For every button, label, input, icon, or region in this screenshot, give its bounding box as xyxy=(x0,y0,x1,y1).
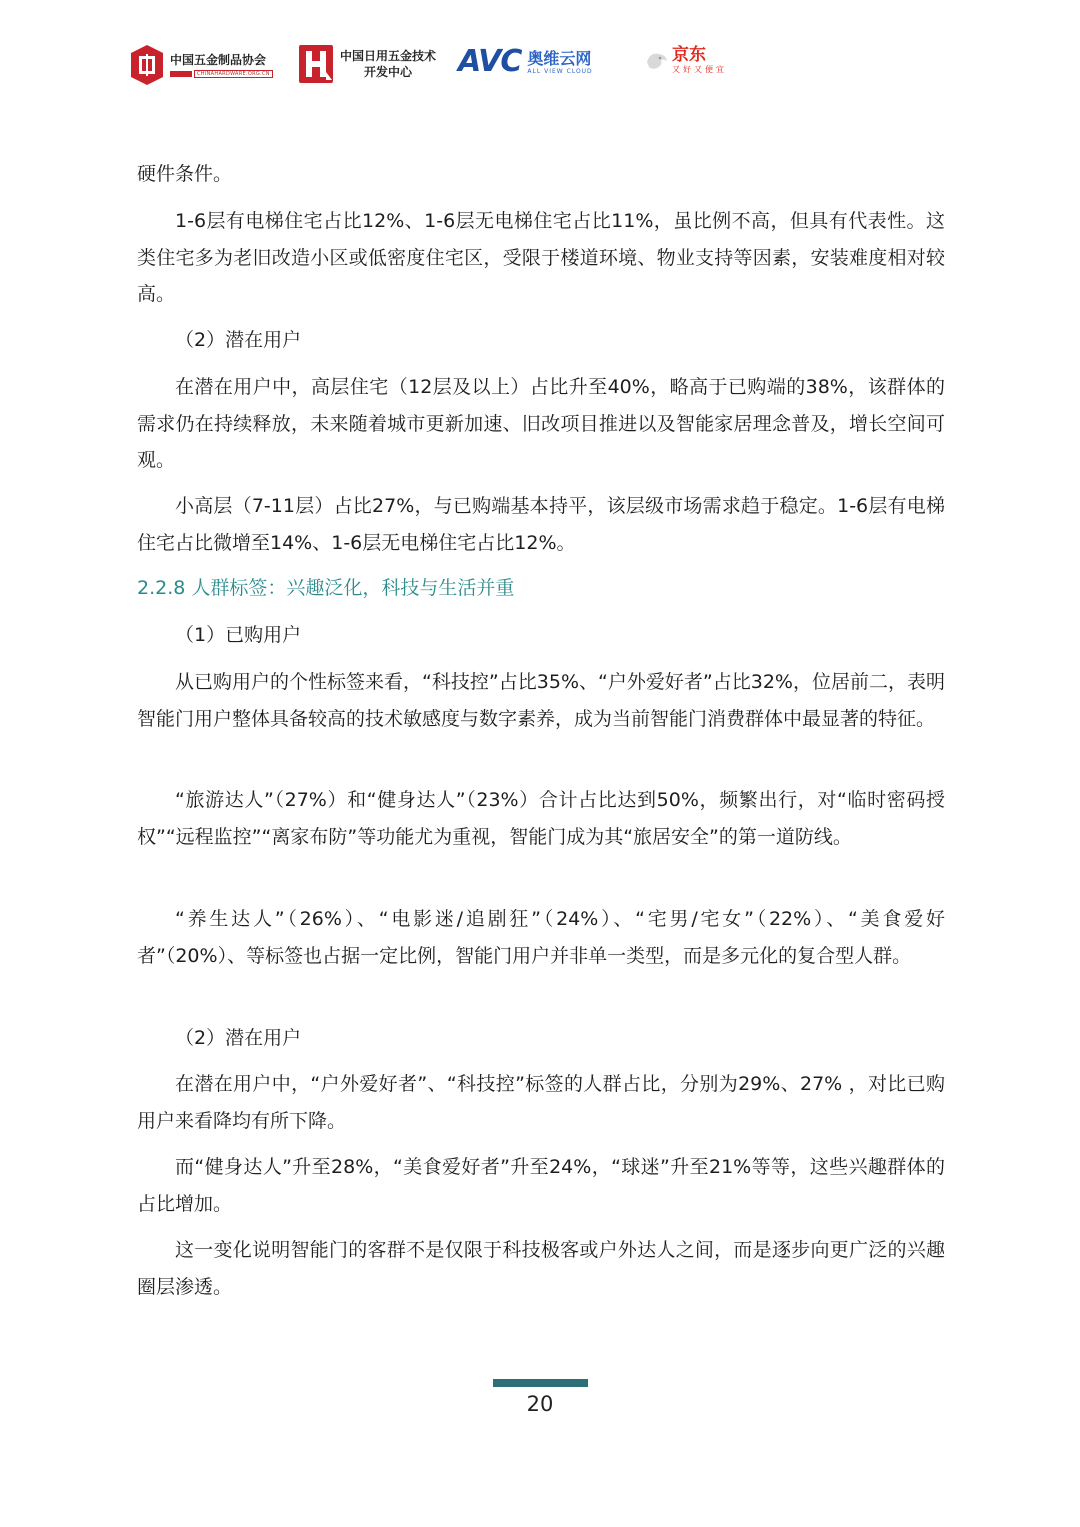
cnhardware-association-logo xyxy=(128,44,273,86)
logo1-url: CHINAHARDWARE.ORG.CN xyxy=(197,71,270,77)
building-emblem-icon xyxy=(128,44,166,86)
paragraph-potential-increase: 而“健身达人”升至28%，“美食爱好者”升至24%，“球迷”升至21%等等，这些兴趣群体的占比增加。 xyxy=(137,1156,945,1215)
jd-slogan: 又好又便宜 xyxy=(672,65,727,74)
subheading-potential-users: （2）潜在用户 xyxy=(175,329,302,351)
paragraph-continuation: 硬件条件。 xyxy=(137,163,233,185)
paragraph-travelers: “旅游达人”（27%）和“健身达人”（23%）合计占比达到50%，频繁出行，对“临时密码授权”“远程监控”“离家布防”等功能尤为重视，智能门成为其“旅居安全”的第一道防线。 xyxy=(137,789,945,848)
paragraph-conclusion: 这一变化说明智能门的客群不是仅限于科技极客或户外达人之间，而是逐步向更广泛的兴趣圈层渗透。 xyxy=(137,1239,945,1298)
avc-english-name: ALL VIEW CLOUD xyxy=(527,67,593,75)
logo1-name: 中国五金制品协会 xyxy=(170,53,267,67)
paragraph-high-rise: 在潜在用户中，高层住宅（12层及以上）占比升至40%，略高于已购端的38%，该群体的需求仍在持续释放，未来随着城市更新加速、旧改项目推进以及智能家居理念普及，增长空间可观。 xyxy=(137,376,945,471)
paragraph-other-tags: “养生达人”（26%）、“电影迷/追剧狂”（24%）、“宅男/宅女”（22%）、“美食爱好者”（20%）、等标签也占据一定比例，智能门用户并非单一类型，而是多元化的复合型人群。 xyxy=(137,908,945,967)
jd-dog-icon xyxy=(644,48,670,74)
footer-accent-bar xyxy=(493,1379,588,1387)
paragraph-mid-rise: 小高层（7-11层）占比27%，与已购端基本持平，该层级市场需求趋于稳定。1-6层有电梯住宅占比微增至14%、1-6层无电梯住宅占比12%。 xyxy=(137,495,945,554)
jd-name: 京东 xyxy=(672,45,706,65)
subheading-purchased-users: （1）已购用户 xyxy=(175,624,302,646)
daily-hardware-center-logo xyxy=(298,44,436,84)
paragraph-tech-fans: 从已购用户的个性标签来看，“科技控”占比35%、“户外爱好者”占比32%，位居前二，表明智能门用户整体具备较高的技术敏感度与数字素养，成为当前智能门消费群体中最显著的特征。 xyxy=(137,671,945,730)
subheading-potential-users-2: （2）潜在用户 xyxy=(175,1027,302,1049)
allviewcloud-logo xyxy=(458,46,593,78)
page-header xyxy=(128,40,728,90)
logo2-line1: 中国日用五金技术 xyxy=(340,49,437,63)
paragraph-potential-decline: 在潜在用户中，“户外爱好者”、“科技控”标签的人群占比，分别为29%、27% ，对比已购用户来看降均有所下降。 xyxy=(137,1073,945,1132)
page-number: 20 xyxy=(526,1392,554,1416)
section-heading: 2.2.8 人群标签：兴趣泛化，科技与生活并重 xyxy=(137,577,515,599)
paragraph-low-rise: 1-6层有电梯住宅占比12%、1-6层无电梯住宅占比11%，虽比例不高，但具有代表性。这类住宅多为老旧改造小区或低密度住宅区，受限于楼道环境、物业支持等因素，安装难度相对较高。 xyxy=(137,210,945,305)
h-emblem-icon xyxy=(298,44,334,84)
avc-wordmark: AVC xyxy=(458,44,522,79)
jd-logo xyxy=(644,46,727,75)
logo2-line2: 开发中心 xyxy=(364,65,413,79)
avc-chinese-name: 奥维云网 xyxy=(527,48,592,68)
